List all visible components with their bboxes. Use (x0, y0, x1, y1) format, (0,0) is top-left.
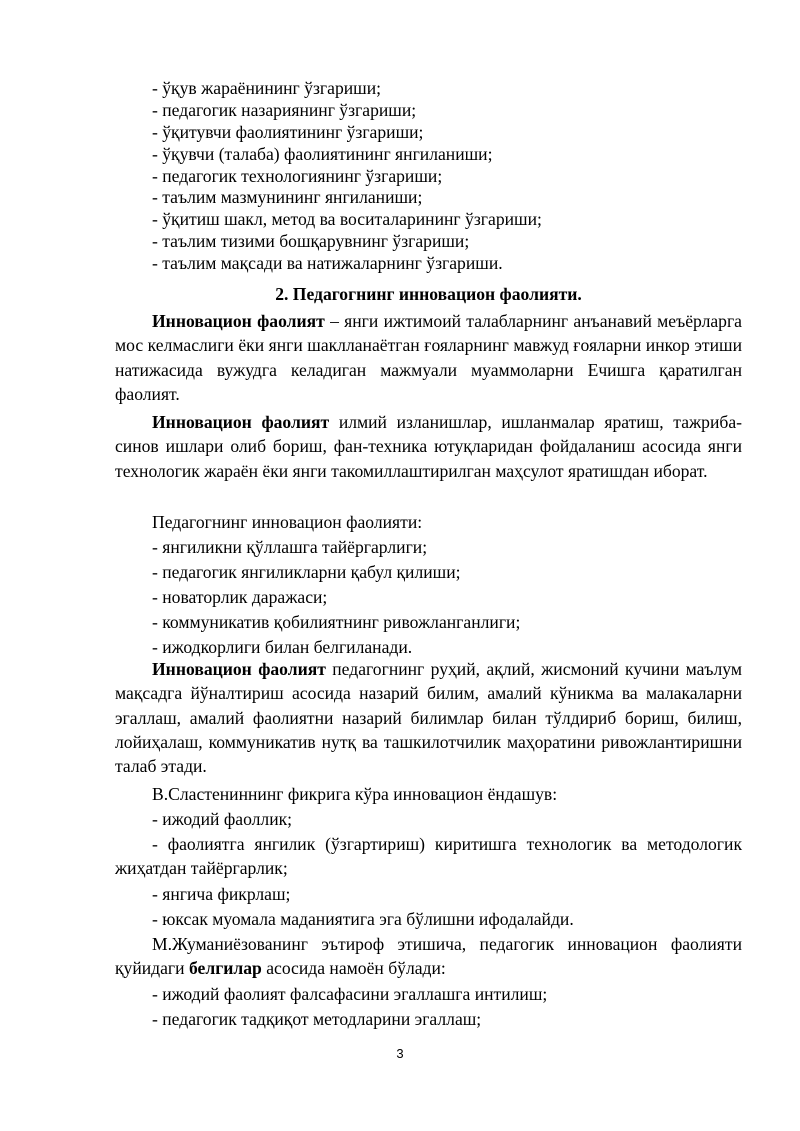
list-item: - таълим мазмунининг янгиланиши; (152, 187, 423, 207)
paragraph-lead: Педагогнинг инновацион фаолияти: (152, 512, 423, 532)
paragraph-features (115, 932, 742, 981)
section-heading: 2. Педагогнинг инновацион фаолияти. (275, 284, 582, 304)
list-item: - ўқитувчи фаолиятининг ўзгариши; (152, 122, 424, 142)
paragraph-text: – янги ижтимоий талабларнинг анъанавий меъёрларга мос келмаслиги ёки янги шаклланаётган ғояларнинг мавжуд ғояларни инкор этиши натижасида вужудга келадиган мажмуали муаммоларни Ечишга қаратилган фаолият. (115, 311, 742, 404)
term-bold: Инновацион фаолият (152, 311, 325, 331)
list-item: - фаолиятга янгилик (ўзгартириш) киритишга технологик ва методологик жиҳатдан тайёргарлик; (115, 834, 742, 879)
list-item: - коммуникатив қобилиятнинг ривожланганлиги; (152, 612, 521, 632)
list-item: - ижодий фаоллик; (152, 809, 293, 829)
list-item: - педагогик технологиянинг ўзгариши; (152, 166, 443, 186)
paragraph-text: М.Жуманиёзованинг эътироф этишича, педагогик инновацион фаолияти қуйидаги (115, 934, 742, 979)
paragraph-text: илмий изланишлар, ишланмалар яратиш, тажриба-синов ишлари олиб бориш, фан-техника ютуқларидан фойдаланиш асосида янги технологик жараён ёки янги такомиллаштирилган маҳсулот яратишдан иборат. (115, 412, 742, 481)
paragraph-text: педагогнинг руҳий, ақлий, жисмоний кучини маълум мақсадга йўналтириш асосида назарий билим, амалий кўникма ва малакаларни эгаллаш, амалий фаолиятни назарий билимлар билан тўлдириб бориш, билиш, лойиҳалаш, коммуникатив нутқ ва ташкилотчилик маҳоратини ривожлантиришни талаб этади. (115, 659, 743, 777)
paragraph-innovation-activity (115, 657, 742, 778)
list-item: - юксак муомала маданиятига эга бўлишни ифодалайди. (152, 909, 574, 929)
paragraph-lead: В.Сластениннинг фикрига кўра инновацион ёндашув: (152, 784, 558, 804)
term-bold: Инновацион фаолият (152, 659, 326, 679)
list-item: - янгиликни қўллашга тайёргарлиги; (152, 537, 428, 557)
list-item: - педагогик тадқиқот методларини эгаллаш; (152, 1009, 482, 1029)
list-item: - таълим тизими бошқарувнинг ўзгариши; (152, 231, 470, 251)
paragraph-text: асосида намоён бўлади: (261, 958, 446, 979)
list-item: - ўқувчи (талаба) фаолиятининг янгиланиши; (152, 144, 493, 164)
list-item: - таълим мақсади ва натижаларнинг ўзгариши. (152, 253, 503, 273)
paragraph-innovation-definition (115, 309, 742, 406)
list-item: - ижодкорлиги билан белгиланади. (152, 637, 413, 657)
list-item: - педагогик назариянинг ўзгариши; (152, 100, 417, 120)
list-item: - ўқув жараёнининг ўзгариши; (152, 78, 382, 98)
list-item: - ижодий фаолият фалсафасини эгаллашга интилиш; (152, 984, 548, 1004)
paragraph-innovation-research (115, 410, 742, 483)
list-item: - педагогик янгиликларни қабул қилиши; (152, 562, 461, 582)
page-number: 3 (396, 1046, 404, 1061)
list-item: - янгича фикрлаш; (152, 884, 291, 904)
list-item: - ўқитиш шакл, метод ва воситаларининг ўзгариши; (152, 209, 542, 229)
term-bold: Инновацион фаолият (152, 412, 330, 432)
term-bold: белгилар (188, 958, 262, 979)
list-item: - новаторлик даражаси; (152, 587, 328, 607)
